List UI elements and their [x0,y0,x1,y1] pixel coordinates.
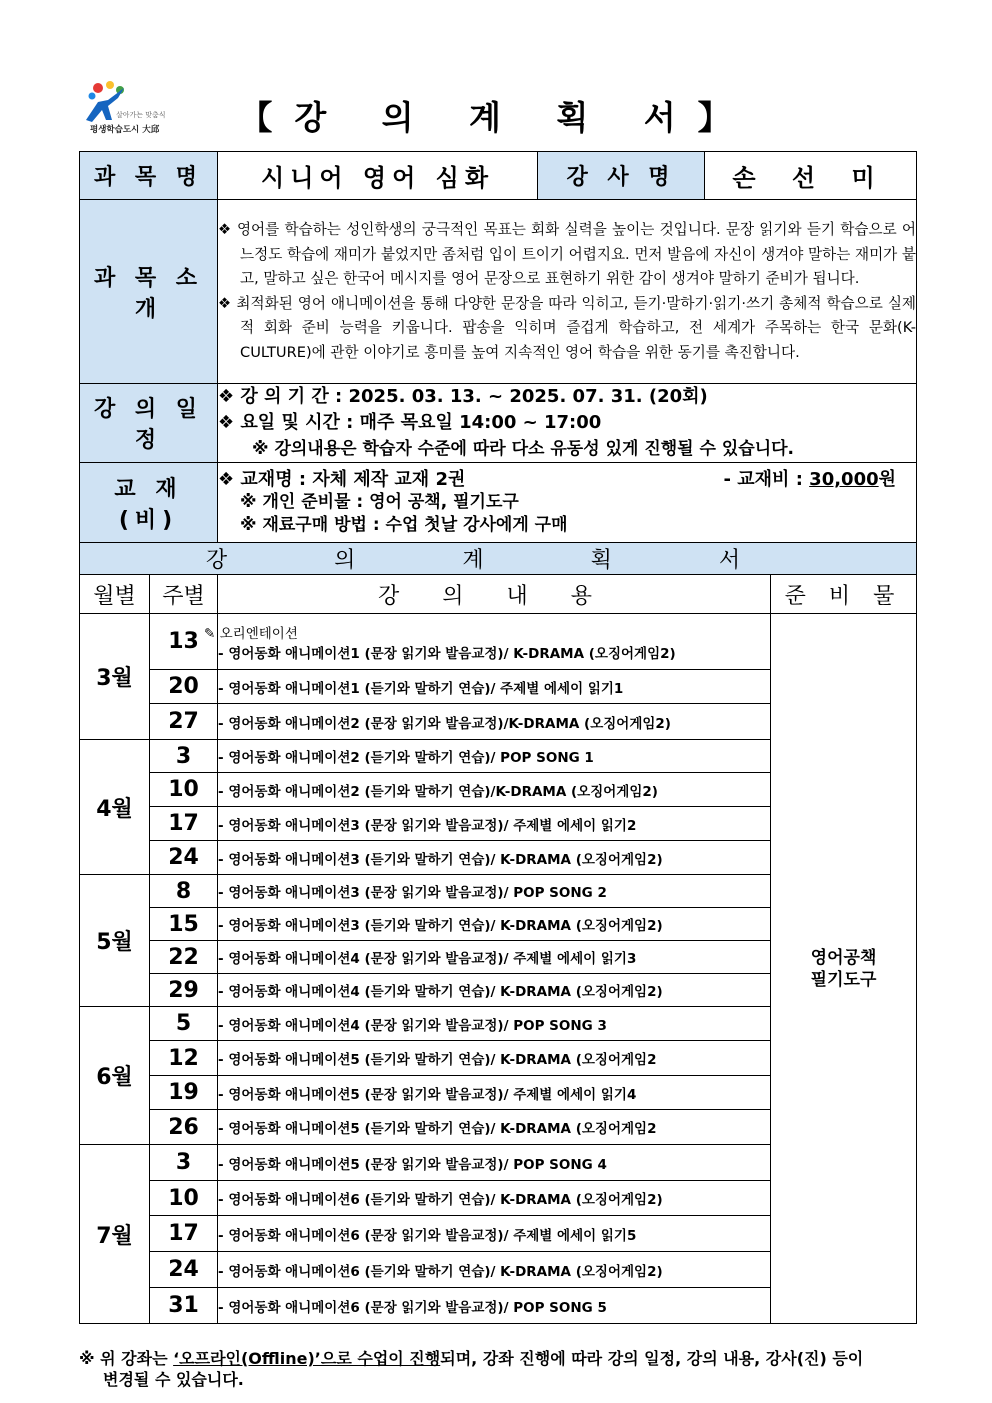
schedule-period: ❖ 강 의 기 간 : 2025. 03. 13. ~ 2025. 07. 31. (20회) [218,386,708,407]
lesson-text: - 영어동화 애니메이션6 (듣기와 말하기 연습)/ K-DRAMA (오징어게임2) [218,1263,663,1280]
week-cell: 10 [150,773,218,807]
month-cell: 6월 [80,1007,150,1145]
footnote-line2: 변경될 수 있습니다. [103,1370,244,1389]
content-cell [218,908,771,941]
book-price-value: 30,000 [809,469,879,490]
intro-label: 과 목 소 개 [80,200,218,384]
content-cell [218,941,771,974]
lesson-text: - 영어동화 애니메이션3 (문장 읽기와 발음교정)/ 주제별 에세이 읽기2 [218,817,637,834]
content-cell [218,875,771,908]
prep-item: 필기도구 [810,969,877,990]
lesson-text: - 영어동화 애니메이션3 (듣기와 말하기 연습)/ K-DRAMA (오징어게임2) [218,851,663,868]
content-cell [218,773,771,807]
content-cell [218,1181,771,1216]
week-cell: 3 [150,740,218,773]
week-cell: 17 [150,807,218,841]
instructor-label: 강 사 명 [538,152,705,200]
orientation-note: ✎ 오리엔테이션 [204,625,298,642]
prep-item: 영어공책 [810,947,877,968]
week-cell: 8 [150,875,218,908]
lesson-text: - 영어동화 애니메이션3 (듣기와 말하기 연습)/ K-DRAMA (오징어게임2) [218,918,663,934]
document-title: 【강 의 계 획 서】 [239,98,753,137]
week-cell: 27 [150,704,218,740]
logo-tagline: 살아가는 맞춤식 [116,111,166,119]
content-cell [218,670,771,704]
lesson-text: - 영어동화 애니메이션5 (문장 읽기와 발음교정)/ POP SONG 4 [218,1156,607,1173]
lesson-text: - 영어동화 애니메이션1 (듣기와 말하기 연습)/ 주제별 에세이 읽기1 [218,680,624,697]
content-cell [218,1110,771,1145]
week-cell: 31 [150,1288,218,1324]
week-cell: 5 [150,1007,218,1041]
schedule-text [218,384,917,463]
intro-item: ❖ 영어를 학습하는 성인학생의 궁극적인 목표는 회화 실력을 높이는 것입니다. 문장 읽기와 듣기 학습으로 어느정도 학습에 재미가 붙었지만 좀처럼 입이 트이기 어렵지요. 먼저 발음에 자신이 생겨야 말하는 재미가 붙고, 말하고 싶은 한국어 메시지를 영어 문장으로 표현하기 위한 감이 생겨야 말하기 준비가 됩니다. [218,221,917,287]
schedule-row [80,384,917,463]
content-cell [218,740,771,773]
footnote-line1 [79,1348,919,1369]
plan-header-row [80,575,917,614]
month-cell: 4월 [80,740,150,875]
week-cell: 29 [150,974,218,1007]
week-cell: 17 [150,1216,218,1252]
content-cell [218,1145,771,1181]
prep-cell [771,614,917,1324]
week-cell: 22 [150,941,218,974]
week-header: 주별 [150,575,218,614]
lesson-text: - 영어동화 애니메이션6 (문장 읽기와 발음교정)/ 주제별 에세이 읽기5 [218,1227,637,1244]
prep-header: 준 비 물 [771,575,917,614]
week-cell: 13 [150,614,218,670]
lesson-text: - 영어동화 애니메이션6 (듣기와 말하기 연습)/ K-DRAMA (오징어게임2) [218,1192,663,1208]
subject-value: 시니어 영어 심화 [218,152,538,200]
content-cell [218,704,771,740]
lesson-text: - 영어동화 애니메이션4 (문장 읽기와 발음교정)/ 주제별 에세이 읽기3 [218,951,637,967]
week-cell: 19 [150,1076,218,1110]
schedule-time: ❖ 요일 및 시간 : 매주 목요일 14:00 ~ 17:00 [218,412,602,433]
month-header: 월별 [80,575,150,614]
footnote-prefix: ※ 위 강좌는 [79,1349,174,1368]
lesson-text: - 영어동화 애니메이션4 (문장 읽기와 발음교정)/ POP SONG 3 [218,1017,607,1034]
lesson-text: - 영어동화 애니메이션5 (문장 읽기와 발음교정)/ 주제별 에세이 읽기4 [218,1086,637,1103]
book-label: 교 재 (비) [80,463,218,543]
week-cell: 12 [150,1041,218,1076]
content-cell [218,1007,771,1041]
content-cell [218,1252,771,1288]
subject-label: 과 목 명 [80,152,218,200]
content-cell [218,1288,771,1324]
week-cell: 26 [150,1110,218,1145]
lesson-text: - 영어동화 애니메이션2 (듣기와 말하기 연습)/ POP SONG 1 [218,750,594,766]
plan-title: 강 의 계 획 서 [80,543,917,575]
course-plan-table [79,151,917,1324]
book-name: ❖ 교재명 : 자체 제작 교재 2권 [218,469,466,490]
content-cell [218,807,771,841]
lesson-text: - 영어동화 애니메이션5 (듣기와 말하기 연습)/ K-DRAMA (오징어게임2 [218,1121,657,1137]
intro-text [218,200,917,384]
subject-row [80,152,917,200]
week-cell: 3 [150,1145,218,1181]
schedule-label: 강 의 일 정 [80,384,218,463]
intro-row [80,200,917,384]
logo-name: 평생학습도시 大邱 [90,125,160,135]
month-cell: 3월 [80,614,150,740]
book-line [218,468,916,491]
month-cell: 7월 [80,1145,150,1324]
lesson-text: - 영어동화 애니메이션1 (문장 읽기와 발음교정)/ K-DRAMA (오징어게임2) [218,645,676,662]
lesson-text: - 영어동화 애니메이션5 (듣기와 말하기 연습)/ K-DRAMA (오징어게임2 [218,1052,657,1068]
footnote-underlined: ‘오프라인(Offline)’으로 수업이 진행 [173,1349,441,1368]
lesson-text: - 영어동화 애니메이션2 (문장 읽기와 발음교정)/K-DRAMA (오징어게임2) [218,715,671,732]
content-cell [218,974,771,1007]
instructor-value: 손 선 미 [705,152,917,200]
book-note-supplies: ※ 개인 준비물 : 영어 공책, 필기도구 [240,492,519,512]
footnote-suffix: 되며, 강좌 진행에 따라 강의 일정, 강의 내용, 강사(진) 등이 [440,1349,864,1368]
book-note-purchase: ※ 재료구매 방법 : 수업 첫날 강사에게 구매 [240,515,568,535]
lesson-text: - 영어동화 애니메이션2 (듣기와 말하기 연습)/K-DRAMA (오징어게임2) [218,783,658,800]
content-header: 강 의 내 용 [218,575,771,614]
book-text [218,463,917,543]
month-cell: 5월 [80,875,150,1007]
week-cell: 20 [150,670,218,704]
week-cell: 24 [150,1252,218,1288]
content-cell [218,1076,771,1110]
footnote [79,1348,919,1390]
book-row [80,463,917,543]
week-cell: 15 [150,908,218,941]
lesson-text: - 영어동화 애니메이션3 (문장 읽기와 발음교정)/ POP SONG 2 [218,885,607,901]
plan-row [80,614,917,670]
plan-body [80,614,917,1324]
book-price-unit: 원 [878,469,897,490]
book-price [724,468,897,491]
lesson-text: - 영어동화 애니메이션4 (듣기와 말하기 연습)/ K-DRAMA (오징어게임2) [218,984,663,1000]
week-cell: 24 [150,841,218,875]
content-cell [218,1216,771,1252]
content-cell [204,614,771,670]
intro-item: ❖ 최적화된 영어 애니메이션을 통해 다양한 문장을 따라 익히고, 듣기·말하기·읽기·쓰기 총체적 학습으로 실제적 회화 준비 능력을 키웁니다. 팝송을 익히며 즐겁게 학습하고, 전 세계가 주목하는 한국 문화(K-CULTURE)에 관한 이야기로 흥미를 높여 지속적인 영어 학습을 위한 동기를 촉진합니다. [218,294,917,361]
content-cell [218,1041,771,1076]
content-cell [218,841,771,875]
book-price-label: - 교재비 : [723,469,810,490]
lesson-text: - 영어동화 애니메이션6 (문장 읽기와 발음교정)/ POP SONG 5 [218,1299,607,1316]
week-cell: 10 [150,1181,218,1216]
schedule-note: ※ 강의내용은 학습자 수준에 따라 다소 유동성 있게 진행될 수 있습니다. [252,439,795,459]
plan-title-row [80,543,917,575]
